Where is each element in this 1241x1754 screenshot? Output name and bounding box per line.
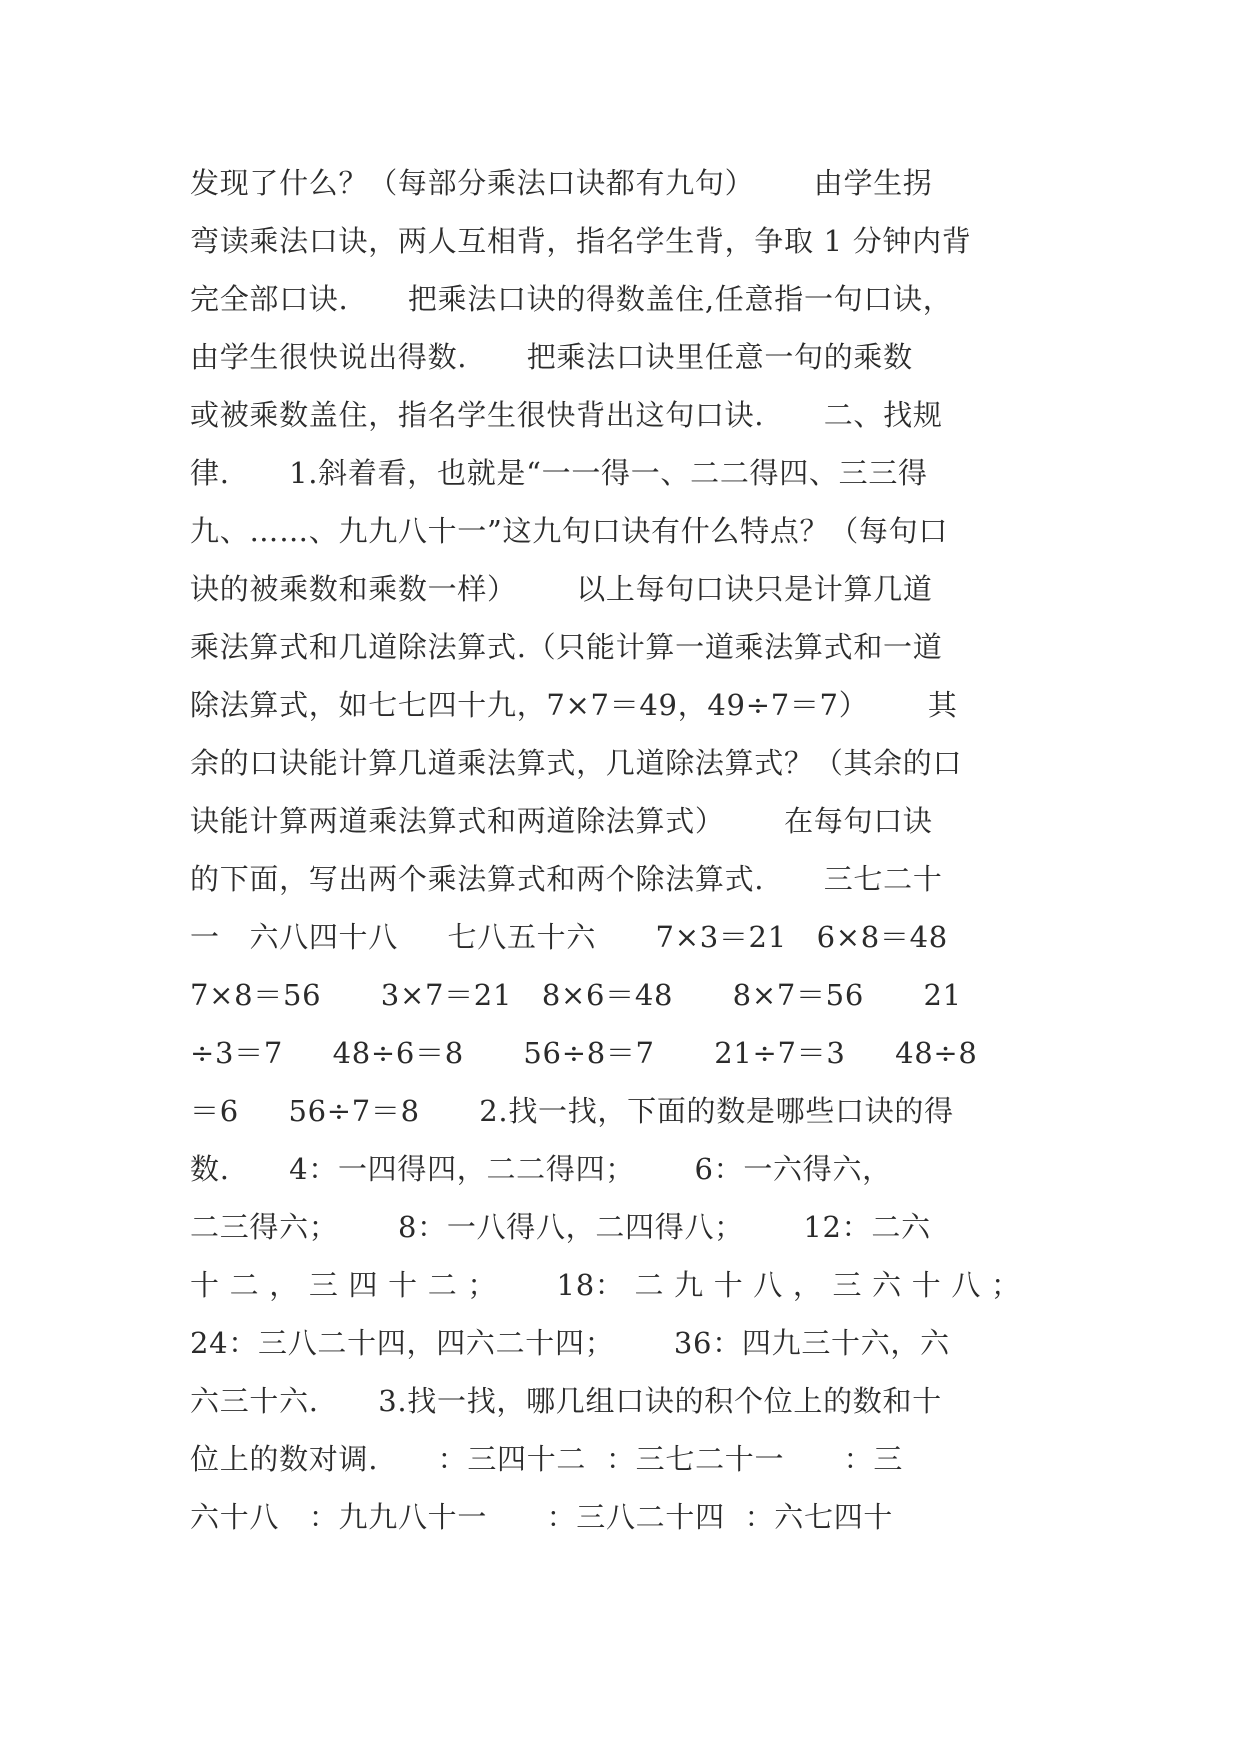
text-line: 九、……、九九八十一”这九句口诀有什么特点？（每句口 xyxy=(190,514,949,548)
text-line: 余的口诀能计算几道乘法算式，几道除法算式？（其余的口 xyxy=(190,746,963,780)
text-line: 乘法算式和几道除法算式.（只能计算一道乘法算式和一道 xyxy=(190,630,943,664)
text-line: 位上的数对调. ：三四十二 ：三七二十一 ：三 xyxy=(190,1442,904,1476)
text-line: 六三十六. 3.找一找，哪几组口诀的积个位上的数和十 xyxy=(190,1384,942,1418)
text-line: 24：三八二十四，四六二十四； 36：四九三十六，六 xyxy=(190,1326,950,1360)
text-line: 诀能计算两道乘法算式和两道除法算式） 在每句口诀 xyxy=(190,804,933,838)
text-line: 诀的被乘数和乘数一样） 以上每句口诀只是计算几道 xyxy=(190,572,933,606)
text-line: 律. 1.斜着看，也就是“一一得一、二二得四、三三得 xyxy=(190,456,928,490)
text-line: 的下面，写出两个乘法算式和两个除法算式. 三七二十 xyxy=(190,862,943,896)
text-line: ＝6 56÷7＝8 2.找一找，下面的数是哪些口诀的得 xyxy=(190,1094,954,1128)
text-line: 7×8＝56 3×7＝21 8×6＝48 8×7＝56 21 xyxy=(190,978,962,1012)
text-line: 六十八 ：九九八十一 ：三八二十四 ：六七四十 xyxy=(190,1500,894,1534)
body-text xyxy=(190,154,1090,1546)
text-line: 十 二 ， 三 四 十 二 ； 18： 二 九 十 八 ， 三 六 十 八 ； xyxy=(190,1268,1021,1302)
text-line: 完全部口诀. 把乘法口诀的得数盖住,任意指一句口诀， xyxy=(190,282,953,316)
text-line: 一 六八四十八 七八五十六 7×3＝21 6×8＝48 xyxy=(190,920,948,954)
text-line: 除法算式，如七七四十九，7×7＝49，49÷7＝7） 其 xyxy=(190,688,958,722)
text-line: 由学生很快说出得数. 把乘法口诀里任意一句的乘数 xyxy=(190,340,913,374)
text-line: 或被乘数盖住，指名学生很快背出这句口诀. 二、找规 xyxy=(190,398,943,432)
text-line: ÷3＝7 48÷6＝8 56÷8＝7 21÷7＝3 48÷8 xyxy=(190,1036,978,1070)
text-line: 发现了什么？（每部分乘法口诀都有九句） 由学生拐 xyxy=(190,166,933,200)
text-line: 弯读乘法口诀，两人互相背，指名学生背，争取 1 分钟内背 xyxy=(190,224,972,258)
text-line: 二三得六； 8：一八得八，二四得八； 12：二六 xyxy=(190,1210,931,1244)
text-line: 数. 4：一四得四，二二得四； 6：一六得六， xyxy=(190,1152,892,1186)
